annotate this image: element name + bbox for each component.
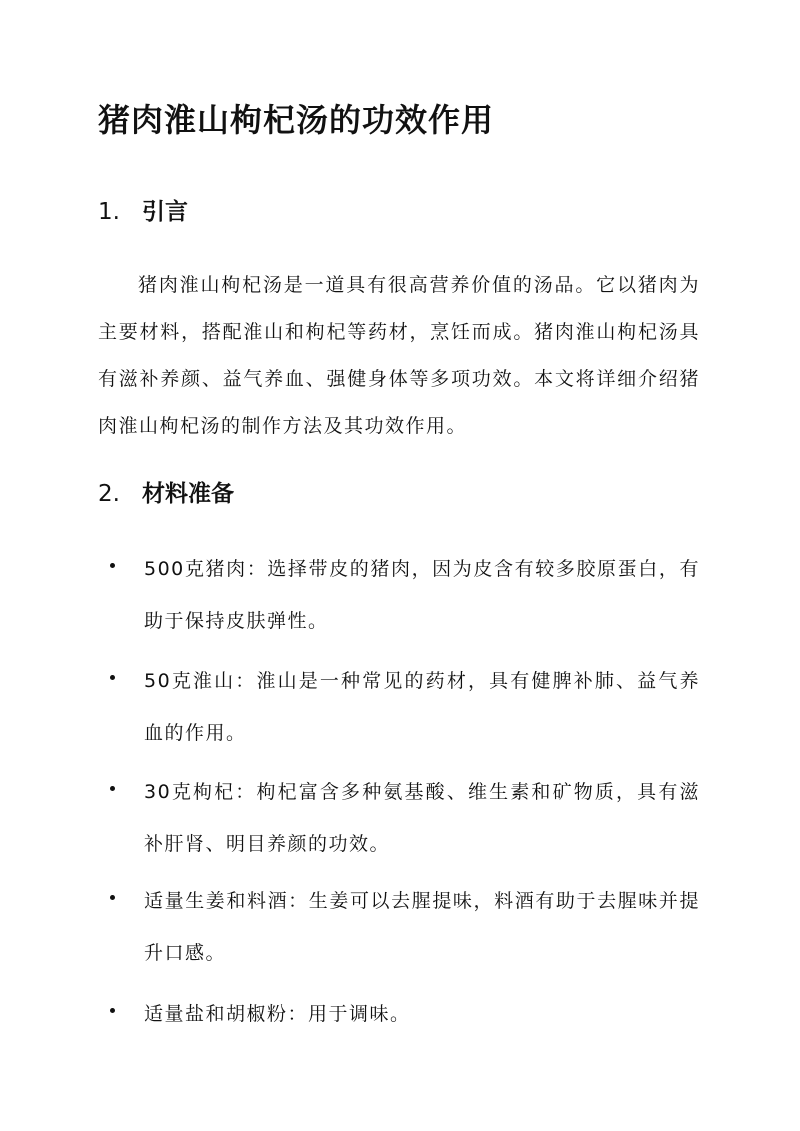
section-number: 1. bbox=[98, 199, 120, 225]
list-item-text: 30克枸杞：枸杞富含多种氨基酸、维生素和矿物质，具有滋补肝肾、明目养颜的功效。 bbox=[144, 781, 700, 855]
list-item-text: 500克猪肉：选择带皮的猪肉，因为皮含有较多胶原蛋白，有助于保持皮肤弹性。 bbox=[144, 558, 700, 632]
bullet-icon bbox=[110, 786, 115, 791]
section-title: 引言 bbox=[142, 199, 188, 225]
section-title: 材料准备 bbox=[142, 481, 234, 507]
section-heading-intro bbox=[98, 195, 188, 229]
bullet-icon bbox=[110, 675, 115, 680]
document-title: 猪肉淮山枸杞汤的功效作用 bbox=[98, 101, 495, 139]
section-number: 2. bbox=[98, 481, 120, 507]
list-item-text: 适量生姜和料酒：生姜可以去腥提味，料酒有助于去腥味并提升口感。 bbox=[144, 890, 700, 964]
list-item-text: 50克淮山：淮山是一种常见的药材，具有健脾补肺、益气养血的作用。 bbox=[144, 670, 700, 744]
bullet-icon bbox=[110, 563, 115, 568]
bullet-icon bbox=[110, 895, 115, 900]
intro-paragraph: 猪肉淮山枸杞汤是一道具有很高营养价值的汤品。它以猪肉为主要材料，搭配淮山和枸杞等药材，烹饪而成。猪肉淮山枸杞汤具有滋补养颜、益气养血、强健身体等多项功效。本文将详细介绍猪肉淮山枸杞汤的制作方法及其功效作用。 bbox=[98, 274, 700, 437]
list-item-text: 适量盐和胡椒粉：用于调味。 bbox=[144, 1003, 411, 1025]
bullet-icon bbox=[110, 1008, 115, 1013]
section-heading-materials bbox=[98, 477, 234, 511]
